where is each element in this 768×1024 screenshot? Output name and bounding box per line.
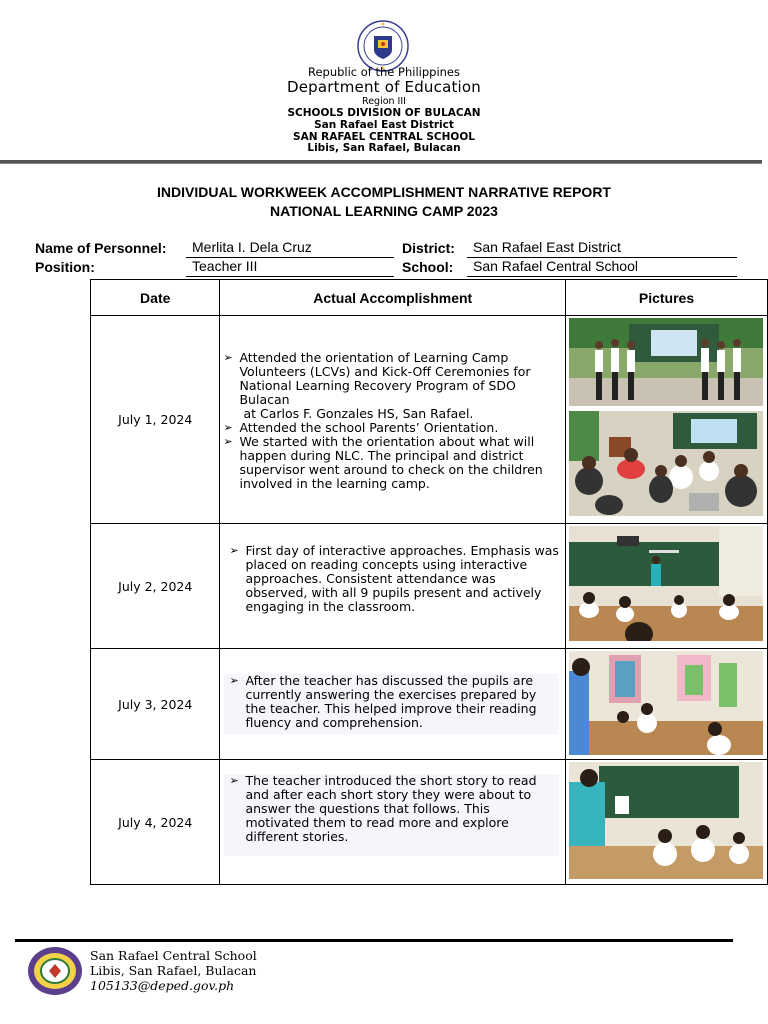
table-header-row xyxy=(91,280,768,316)
district-label: District: xyxy=(402,240,455,256)
district-text: San Rafael East District xyxy=(314,119,454,131)
row-pictures xyxy=(565,524,767,649)
row-date: July 4, 2024 xyxy=(91,760,220,885)
row-date: July 3, 2024 xyxy=(91,649,220,760)
row-pictures xyxy=(565,649,767,760)
header-date: Date xyxy=(91,280,220,316)
position-label: Position: xyxy=(35,259,95,275)
photo-kickoff-ceremony xyxy=(569,318,763,406)
school-label: School: xyxy=(402,259,454,275)
list-item: ➢ First day of interactive approaches. Emphasis was placed on reading concepts using interactive approaches. Consistent attendance was observed, with all 9 pupils present and actively engaging in the classroom. xyxy=(229,543,559,614)
school-value: San Rafael Central School xyxy=(467,258,737,277)
position-value: Teacher III xyxy=(186,258,394,277)
name-label: Name of Personnel: xyxy=(35,240,167,256)
footer-email: 105133@deped.gov.ph xyxy=(90,978,235,993)
footer-school: San Rafael Central School xyxy=(90,948,257,963)
arrow-bullet-icon: ➢ xyxy=(223,434,233,448)
arrow-bullet-icon: ➢ xyxy=(229,674,239,687)
footer-address: Libis, San Rafael, Bulacan xyxy=(90,963,257,978)
report-title: INDIVIDUAL WORKWEEK ACCOMPLISHMENT NARRATIVE REPORT xyxy=(157,184,611,200)
photo-parents-orientation xyxy=(569,411,763,516)
district-value: San Rafael East District xyxy=(467,239,737,258)
header-accomplishment: Actual Accomplishment xyxy=(220,280,566,316)
region-text: Region III xyxy=(362,96,406,107)
venue-text: at Carlos F. Gonzales HS, San Rafael. xyxy=(239,405,474,421)
row-accomplishment xyxy=(220,760,566,885)
photo-classroom-teacher-board xyxy=(569,526,763,641)
accomplishment-table xyxy=(90,279,768,885)
address-text: Libis, San Rafael, Bulacan xyxy=(307,142,461,154)
header-pictures: Pictures xyxy=(565,280,767,316)
list-item: ➢ We started with the orientation about what will happen during NLC. The principal and district supervisor went around to check on the children involved in the learning camp. xyxy=(223,433,543,491)
school-text: SAN RAFAEL CENTRAL SCHOOL xyxy=(293,131,475,143)
header-divider xyxy=(0,160,762,164)
division-text: SCHOOLS DIVISION OF BULACAN xyxy=(287,107,481,119)
name-value: Merlita I. Dela Cruz xyxy=(186,239,394,258)
row-accomplishment xyxy=(220,649,566,760)
row-date: July 1, 2024 xyxy=(91,316,220,524)
row-pictures xyxy=(565,760,767,885)
arrow-bullet-icon: ➢ xyxy=(223,350,233,364)
table-row xyxy=(91,316,768,524)
arrow-bullet-icon: ➢ xyxy=(223,420,233,434)
table-row xyxy=(91,649,768,760)
department-text: Department of Education xyxy=(286,78,482,96)
list-item: ➢ The teacher introduced the short story to read and after each short story they were about to answer the questions that follows. This motivated them to read more and explore different stories. xyxy=(229,773,537,844)
school-seal-icon xyxy=(27,946,83,996)
table-row xyxy=(91,760,768,885)
row-accomplishment xyxy=(220,316,566,524)
arrow-bullet-icon: ➢ xyxy=(229,544,239,557)
list-item: ➢ Attended the orientation of Learning Camp Volunteers (LCVs) and Kick-Off Ceremonies for National Learning Recovery Program of SDO Bulacan at Carlos F. Gonzales HS, San Rafael. xyxy=(223,349,531,421)
list-item: ➢ After the teacher has discussed the pupils are currently answering the exercises prepared by the teacher. This helped improve their reading fluency and comprehension. xyxy=(229,673,537,730)
photo-pupils-answering-exercises xyxy=(569,651,763,755)
photo-short-story-reading xyxy=(569,762,763,879)
row-accomplishment xyxy=(220,524,566,649)
footer-divider xyxy=(15,939,733,942)
row-date: July 2, 2024 xyxy=(91,524,220,649)
row-pictures xyxy=(565,316,767,524)
arrow-bullet-icon: ➢ xyxy=(229,774,239,787)
table-row xyxy=(91,524,768,649)
report-subtitle: NATIONAL LEARNING CAMP 2023 xyxy=(270,203,498,219)
republic-text: Republic of the Philippines xyxy=(307,65,461,79)
list-item: ➢ Attended the school Parents’ Orientation. xyxy=(223,419,499,435)
